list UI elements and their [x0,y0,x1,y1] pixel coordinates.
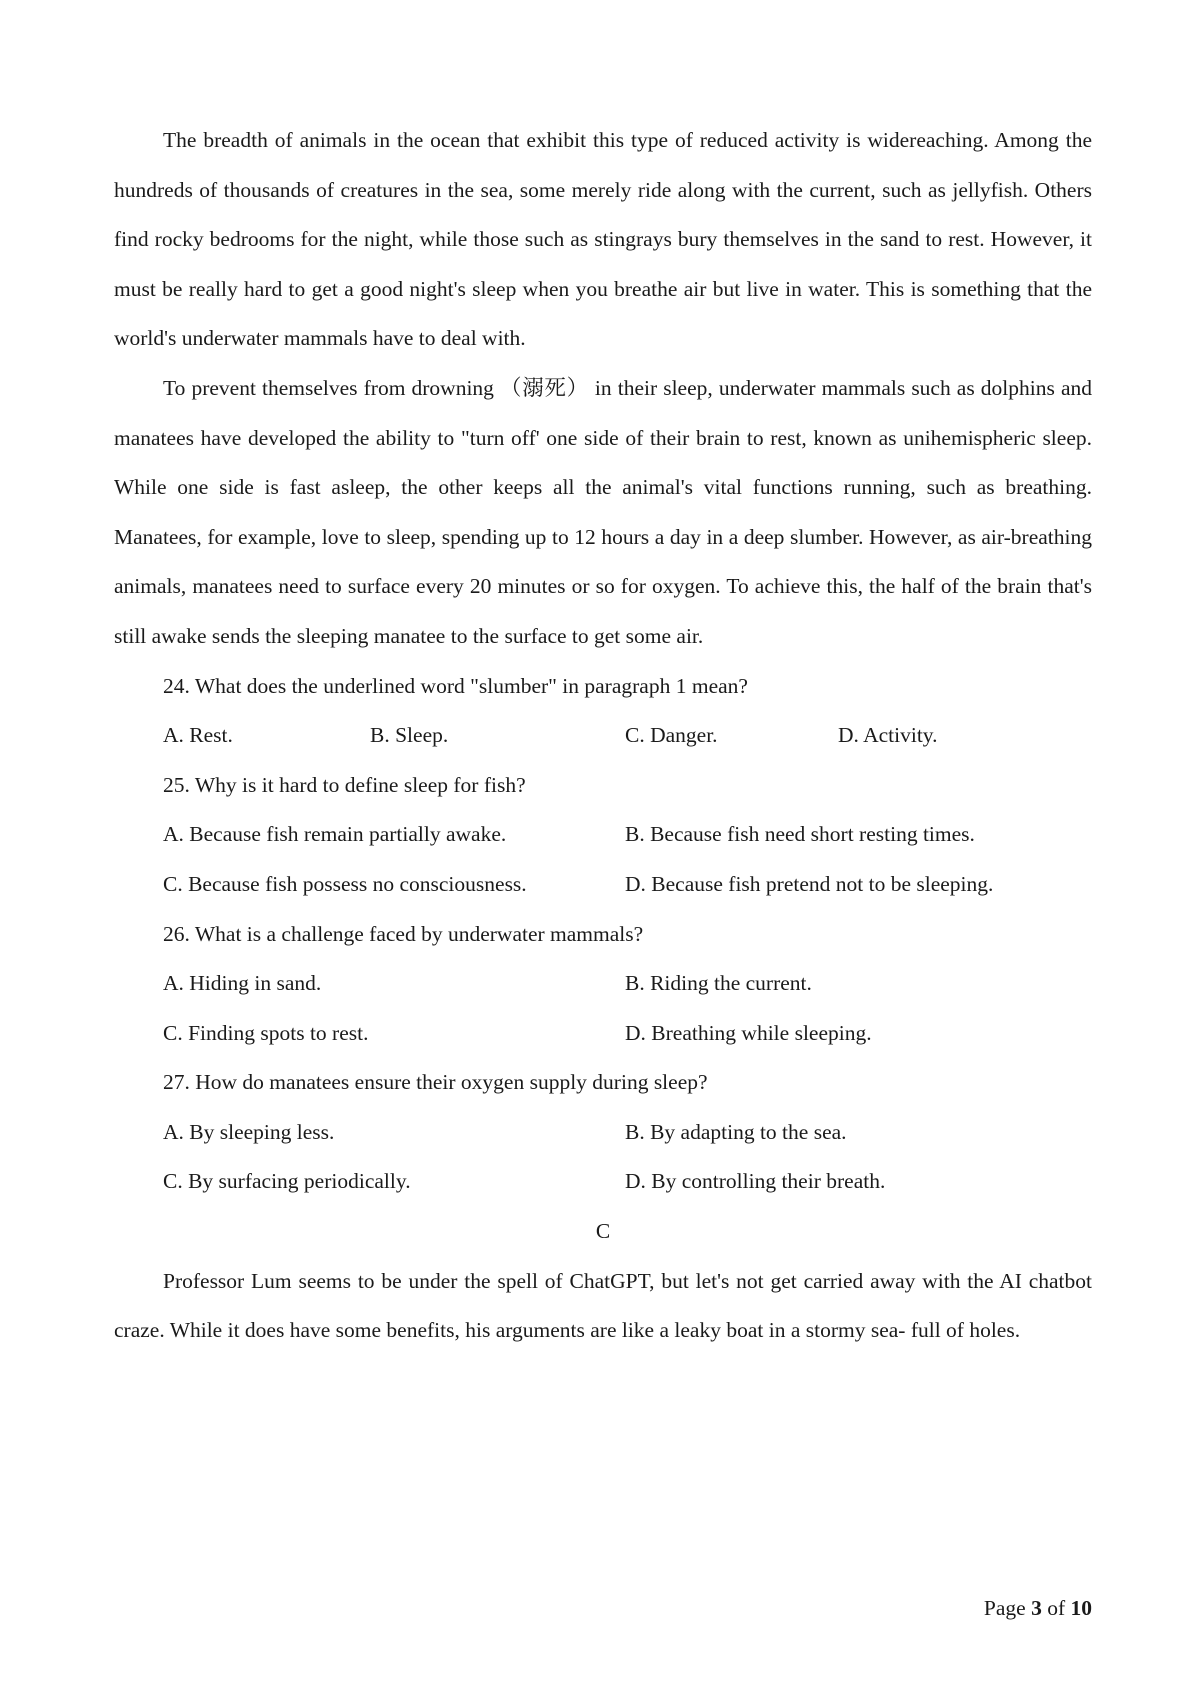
question-options [114,1009,1092,1059]
page-number-prefix: Page [983,1596,1032,1620]
question-stem: 26. What is a challenge faced by underwater mammals? [163,921,644,946]
page-content [114,116,1092,1356]
question-options [114,959,1092,1009]
question-options [114,810,1092,860]
option-a: A. Hiding in sand. [163,971,322,996]
question-options [114,711,1092,761]
page-number [984,1596,1092,1621]
option-d: D. By controlling their breath. [625,1169,886,1194]
question-stem: 25. Why is it hard to define sleep for fish? [163,772,526,797]
option-d: D. Because fish pretend not to be sleeping. [625,871,994,896]
passage-paragraph: To prevent themselves from drowning （溺死） in their sleep, underwater mammals such as dolphins and manatees have developed the ability to "turn off' one side of their brain to rest, known as unihemispheric sleep. While one side is fast asleep, the other keeps all the animal's vital functions running, such as breathing. Manatees, for example, love to sleep, spending up to 12 hours a day in a deep slumber. However, as air-breathing animals, manatees need to surface every 20 minutes or so for oxygen. To achieve this, the half of the brain that's still awake sends the sleeping manatee to the surface to get some air. [114,375,1092,648]
option-d: D. Activity. [838,723,938,748]
question-options [114,1108,1092,1158]
option-b: B. Riding the current. [625,971,812,996]
page-number-total: 10 [1070,1596,1092,1620]
option-d: D. Breathing while sleeping. [625,1020,872,1045]
passage-paragraph: The breadth of animals in the ocean that exhibit this type of reduced activity is widereaching. Among the hundreds of thousands of creatures in the sea, some merely ride along with the current, such as jellyfish. Others find rocky bedrooms for the night, while those such as stingrays bury themselves in the sand to rest. However, it must be really hard to get a good night's sleep when you breathe air but live in water. This is something that the world's underwater mammals have to deal with. [114,128,1092,351]
option-b: B. Sleep. [370,723,449,748]
option-a: A. By sleeping less. [163,1119,335,1144]
passage-paragraph: Professor Lum seems to be under the spell of ChatGPT, but let's not get carried away with the AI chatbot craze. While it does have some benefits, his arguments are like a leaky boat in a stormy sea- full of holes. [114,1268,1092,1343]
page-number-of: of [1041,1596,1071,1620]
option-c: C. Danger. [625,723,718,748]
section-heading: C [595,1219,611,1244]
option-c: C. Because fish possess no consciousness. [163,871,527,896]
option-a: A. Because fish remain partially awake. [163,822,507,847]
option-c: C. By surfacing periodically. [163,1169,411,1194]
question-options [114,860,1092,910]
question-stem: 24. What does the underlined word "slumber" in paragraph 1 mean? [163,673,748,698]
option-b: B. By adapting to the sea. [625,1119,847,1144]
question-stem: 27. How do manatees ensure their oxygen supply during sleep? [163,1070,708,1095]
option-b: B. Because fish need short resting times. [625,822,975,847]
option-c: C. Finding spots to rest. [163,1020,369,1045]
option-a: A. Rest. [163,723,233,748]
page-number-current: 3 [1031,1596,1042,1620]
question-options [114,1157,1092,1207]
